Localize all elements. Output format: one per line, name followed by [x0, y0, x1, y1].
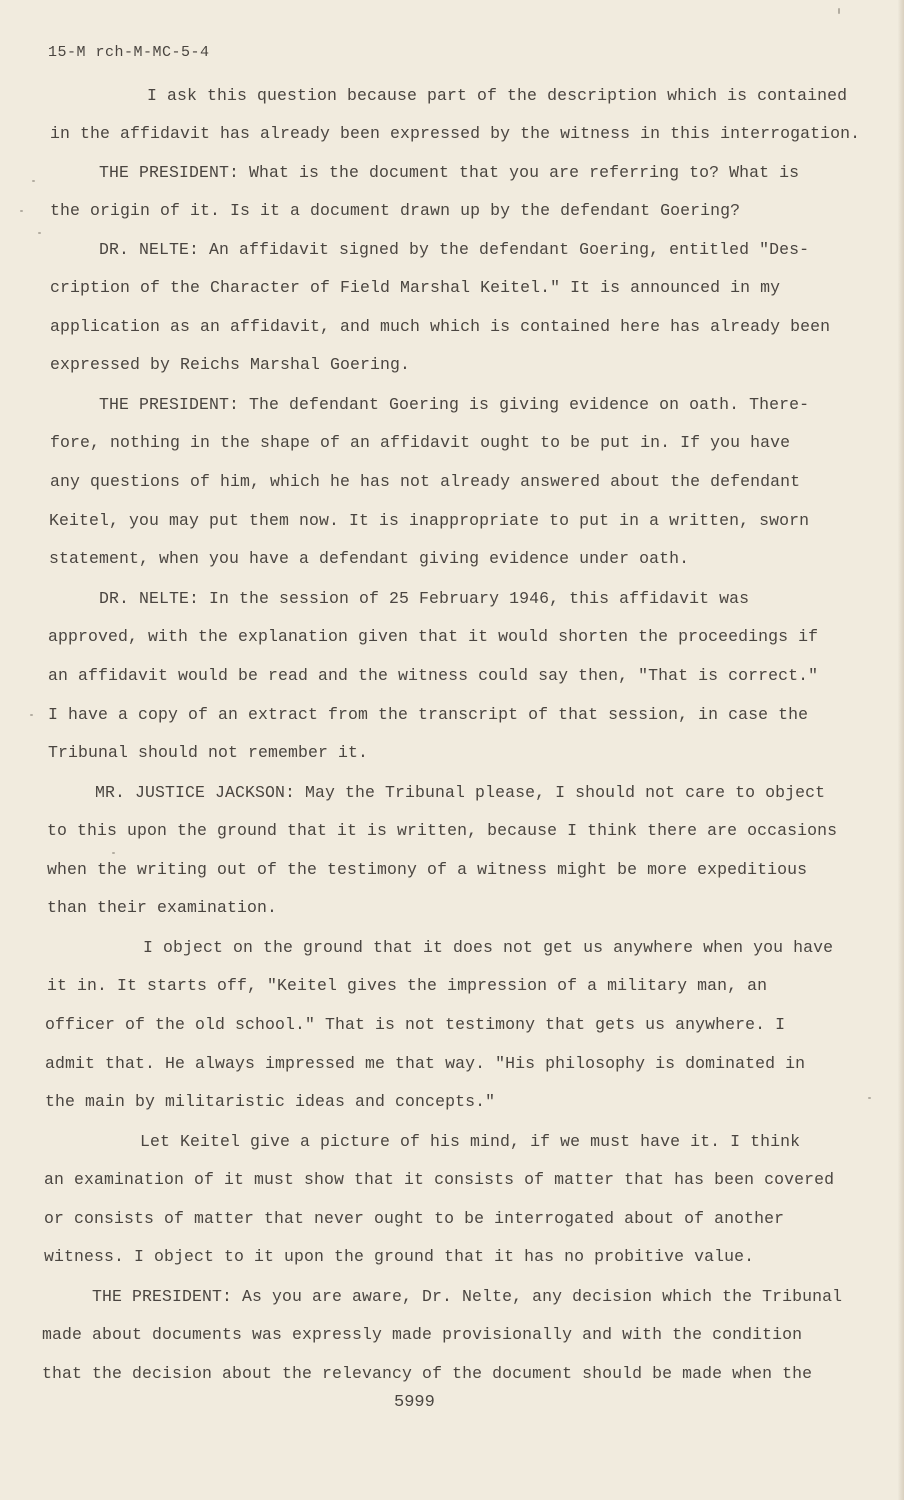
paper-speck — [30, 714, 33, 716]
header-code: 15-M rch-M-MC-5-4 — [48, 44, 210, 61]
text-line: admit that. He always impressed me that way. "His philosophy is dominated in — [45, 1054, 806, 1073]
text-line: the origin of it. Is it a document drawn up by the defendant Goering? — [50, 201, 741, 220]
text-line: an affidavit would be read and the witness could say then, "That is correct." — [48, 666, 819, 685]
paper-speck — [38, 232, 41, 234]
text-line: fore, nothing in the shape of an affidavit ought to be put in. If you have — [50, 433, 791, 452]
text-line: in the affidavit has already been expressed by the witness in this interrogation. — [50, 124, 861, 143]
text-line: THE PRESIDENT: As you are aware, Dr. Nelte, any decision which the Tribunal — [92, 1287, 843, 1306]
paper-speck — [112, 852, 115, 854]
text-line: cription of the Character of Field Marshal Keitel." It is announced in my — [50, 278, 781, 297]
paper-speck — [868, 1097, 871, 1099]
text-line: I have a copy of an extract from the transcript of that session, in case the — [48, 705, 809, 724]
text-line: application as an affidavit, and much which is contained here has already been — [50, 317, 831, 336]
text-line: THE PRESIDENT: The defendant Goering is giving evidence on oath. There- — [99, 395, 810, 414]
text-line: DR. NELTE: An affidavit signed by the defendant Goering, entitled "Des- — [99, 240, 810, 259]
text-line: the main by militaristic ideas and concepts." — [45, 1092, 496, 1111]
page-number: 5999 — [394, 1393, 435, 1412]
paper-speck — [838, 8, 840, 14]
text-line: to this upon the ground that it is written, because I think there are occasions — [47, 821, 838, 840]
text-line: Tribunal should not remember it. — [48, 743, 369, 762]
text-line: any questions of him, which he has not already answered about the defendant — [50, 472, 801, 491]
text-line: made about documents was expressly made provisionally and with the condition — [42, 1325, 803, 1344]
paper-speck — [20, 210, 23, 212]
text-line: I ask this question because part of the description which is contained — [147, 86, 848, 105]
text-line: that the decision about the relevancy of the document should be made when the — [42, 1364, 813, 1383]
text-line: THE PRESIDENT: What is the document that you are referring to? What is — [99, 163, 800, 182]
text-line: witness. I object to it upon the ground that it has no probitive value. — [44, 1247, 755, 1266]
text-line: approved, with the explanation given that it would shorten the proceedings if — [48, 627, 819, 646]
text-line: I object on the ground that it does not get us anywhere when you have — [143, 938, 834, 957]
paper-speck — [32, 180, 35, 182]
text-line: it in. It starts off, "Keitel gives the impression of a military man, an — [47, 976, 768, 995]
page-edge — [898, 0, 904, 1500]
text-line: expressed by Reichs Marshal Goering. — [50, 355, 411, 374]
text-line: when the writing out of the testimony of a witness might be more expeditious — [47, 860, 808, 879]
text-line: Let Keitel give a picture of his mind, if we must have it. I think — [140, 1132, 801, 1151]
text-line: than their examination. — [47, 898, 278, 917]
text-line: DR. NELTE: In the session of 25 February 1946, this affidavit was — [99, 589, 750, 608]
text-line: officer of the old school." That is not testimony that gets us anywhere. I — [45, 1015, 786, 1034]
text-line: MR. JUSTICE JACKSON: May the Tribunal please, I should not care to object — [95, 783, 826, 802]
text-line: Keitel, you may put them now. It is inappropriate to put in a written, sworn — [49, 511, 810, 530]
text-line: an examination of it must show that it consists of matter that has been covered — [44, 1170, 835, 1189]
text-line: or consists of matter that never ought to be interrogated about of another — [44, 1209, 785, 1228]
text-line: statement, when you have a defendant giving evidence under oath. — [49, 549, 690, 568]
